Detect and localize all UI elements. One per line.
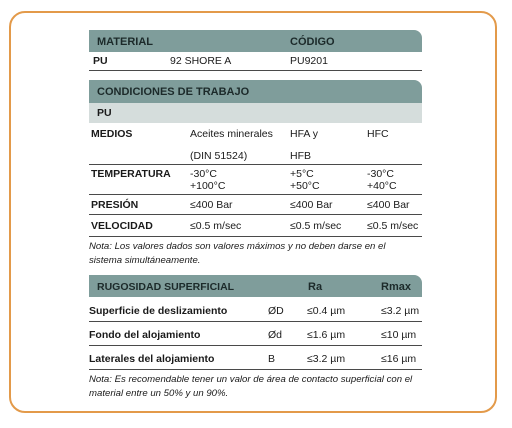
divider — [89, 70, 422, 71]
rough-label: Fondo del alojamiento — [89, 329, 201, 341]
medios-col2b: HFB — [290, 150, 311, 162]
roughness-header — [89, 275, 422, 297]
conditions-note: Nota: Los valores dados son valores máximos y no deben darse en el sistema simultáneamente. — [89, 241, 386, 266]
rough-rmax: ≤3.2 µm — [381, 305, 420, 317]
rough-rmax: ≤10 µm — [381, 329, 417, 341]
presion-col3: ≤400 Bar — [367, 199, 410, 211]
rough-rmax: ≤16 µm — [381, 353, 417, 365]
divider — [89, 214, 422, 215]
rough-symbol: Ød — [268, 329, 283, 341]
velocidad-col3: ≤0.5 m/sec — [367, 220, 419, 232]
row-label-velocidad: VELOCIDAD — [91, 220, 153, 232]
divider — [89, 164, 422, 165]
temp-col1: -30°C — [190, 168, 217, 180]
material-header: MATERIAL — [97, 36, 154, 48]
row-label-presion: PRESIÓN — [91, 199, 139, 211]
rough-symbol: B — [268, 353, 276, 365]
content-frame — [9, 11, 497, 413]
ra-header: Ra — [308, 281, 323, 293]
medios-col1: Aceites minerales — [190, 128, 273, 140]
divider — [89, 369, 422, 370]
code-header: CÓDIGO — [290, 36, 335, 48]
material-table-header — [89, 30, 422, 52]
divider — [89, 194, 422, 195]
material-value: PU — [93, 55, 108, 67]
row-label-medios: MEDIOS — [91, 128, 133, 140]
rough-label: Laterales del alojamiento — [89, 353, 215, 365]
conditions-header — [89, 80, 422, 103]
conditions-subheader — [89, 103, 422, 123]
velocidad-col2: ≤0.5 m/sec — [290, 220, 342, 232]
medios-col1b: (DIN 51524) — [190, 150, 248, 162]
rough-ra: ≤3.2 µm — [307, 353, 346, 365]
divider — [89, 345, 422, 346]
temp-col1b: +100°C — [190, 180, 226, 192]
rmax-header: Rmax — [381, 281, 411, 293]
roughness-title: RUGOSIDAD SUPERFICIAL — [97, 281, 235, 293]
presion-col1: ≤400 Bar — [190, 199, 233, 211]
medios-col3: HFC — [367, 128, 389, 140]
hardness-value: 92 SHORE A — [170, 55, 232, 67]
temp-col3: -30°C — [367, 168, 394, 180]
divider — [89, 321, 422, 322]
row-label-temperatura: TEMPERATURA — [91, 168, 171, 180]
conditions-title: CONDICIONES DE TRABAJO — [97, 86, 250, 98]
divider — [89, 236, 422, 237]
temp-col2b: +50°C — [290, 180, 320, 192]
rough-ra: ≤0.4 µm — [307, 305, 346, 317]
medios-col2: HFA y — [290, 128, 319, 140]
rough-label: Superficie de deslizamiento — [89, 305, 228, 317]
conditions-subtitle: PU — [97, 107, 112, 119]
presion-col2: ≤400 Bar — [290, 199, 333, 211]
temp-col2: +5°C — [290, 168, 314, 180]
code-value: PU9201 — [290, 55, 328, 67]
temp-col3b: +40°C — [367, 180, 397, 192]
rough-ra: ≤1.6 µm — [307, 329, 346, 341]
velocidad-col1: ≤0.5 m/sec — [190, 220, 242, 232]
rough-symbol: ØD — [268, 305, 284, 317]
roughness-note: Nota: Es recomendable tener un valor de área de contacto superficial con el material entre un 50% y un 90%. — [89, 374, 413, 399]
